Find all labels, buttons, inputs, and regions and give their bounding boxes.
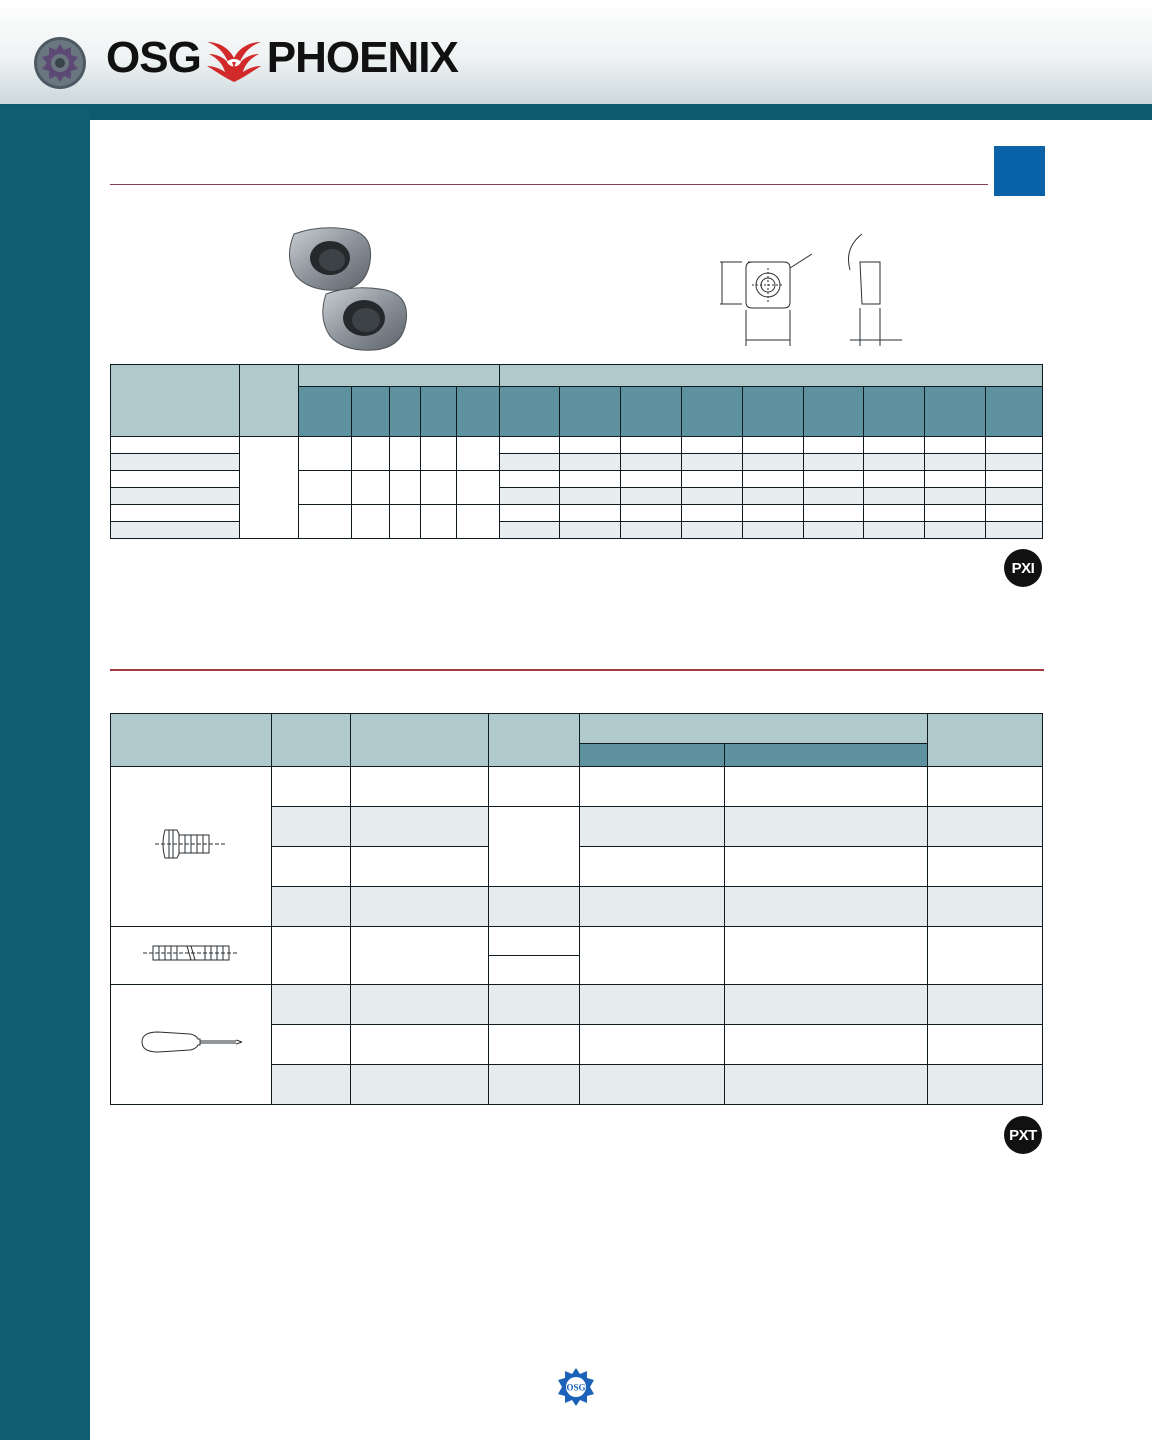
header-cell xyxy=(500,365,1043,387)
phoenix-mark-icon xyxy=(203,32,265,84)
header-cell xyxy=(621,387,682,437)
table-cell xyxy=(489,927,580,956)
table-cell xyxy=(272,887,351,927)
table-cell xyxy=(986,454,1043,471)
table-cell xyxy=(743,488,804,505)
table-cell xyxy=(351,807,489,847)
table-cell xyxy=(489,1065,580,1105)
table-cell xyxy=(500,454,560,471)
header-cell xyxy=(352,387,390,437)
inserts-table xyxy=(110,364,1043,539)
table-cell xyxy=(351,985,489,1025)
table-cell xyxy=(682,437,743,454)
table-cell xyxy=(928,847,1043,887)
footer-logo-text: OSG xyxy=(566,1382,586,1393)
table-cell xyxy=(560,437,621,454)
table-cell xyxy=(580,1065,725,1105)
table-cell xyxy=(864,505,925,522)
table-cell xyxy=(621,505,682,522)
table-cell xyxy=(986,522,1043,539)
table-cell xyxy=(351,767,489,807)
table-cell xyxy=(804,488,864,505)
table-cell xyxy=(925,454,986,471)
header-cell xyxy=(272,714,351,767)
table-cell xyxy=(925,471,986,488)
table-cell xyxy=(986,488,1043,505)
header-cell xyxy=(390,387,421,437)
table-cell xyxy=(111,454,240,471)
table-cell xyxy=(580,767,725,807)
table-cell xyxy=(928,807,1043,847)
table-cell xyxy=(272,1065,351,1105)
header-cell xyxy=(743,387,804,437)
table-cell xyxy=(489,767,580,807)
table-cell xyxy=(804,522,864,539)
header-cell xyxy=(725,744,928,767)
table-cell xyxy=(928,887,1043,927)
table-cell xyxy=(111,505,240,522)
table-cell xyxy=(111,767,272,927)
pxt-badge-label: PXT xyxy=(1009,1126,1037,1144)
table-cell xyxy=(928,767,1043,807)
header-cell xyxy=(986,387,1043,437)
table-cell xyxy=(580,807,725,847)
table-cell xyxy=(580,887,725,927)
table-cell xyxy=(111,985,272,1105)
table-row xyxy=(111,437,1043,454)
insert-photo xyxy=(282,218,422,358)
table-cell xyxy=(621,437,682,454)
pxi-badge-label: PXI xyxy=(1011,559,1035,577)
table-cell xyxy=(272,985,351,1025)
table-cell xyxy=(804,505,864,522)
section-rule-mid xyxy=(110,669,1044,671)
gear-logo-icon xyxy=(33,36,87,90)
table-cell xyxy=(272,847,351,887)
table-cell xyxy=(725,927,928,985)
table-cell xyxy=(928,1025,1043,1065)
table-cell xyxy=(272,927,351,985)
pxi-badge xyxy=(1004,549,1042,587)
table-cell xyxy=(560,471,621,488)
table-cell xyxy=(352,505,390,539)
table-cell xyxy=(457,505,500,539)
table-cell xyxy=(986,505,1043,522)
table-cell xyxy=(682,454,743,471)
table-cell xyxy=(725,887,928,927)
table-cell xyxy=(682,488,743,505)
table-cell xyxy=(560,505,621,522)
brand-logo xyxy=(106,30,458,86)
header-cell xyxy=(928,714,1043,767)
table-cell xyxy=(864,488,925,505)
section-rule-top xyxy=(110,184,988,185)
header-bar xyxy=(0,104,1152,120)
table-cell xyxy=(421,505,457,539)
table-cell xyxy=(743,522,804,539)
table-row xyxy=(111,927,1043,956)
table-cell xyxy=(804,454,864,471)
table-cell xyxy=(743,471,804,488)
table-cell xyxy=(299,471,352,505)
table-cell xyxy=(111,488,240,505)
table-cell xyxy=(111,437,240,454)
table-cell xyxy=(864,437,925,454)
table-cell xyxy=(986,471,1043,488)
table-cell xyxy=(500,522,560,539)
table-cell xyxy=(390,505,421,539)
table-cell xyxy=(299,505,352,539)
header-cell xyxy=(560,387,621,437)
header-cell xyxy=(299,365,500,387)
table-cell xyxy=(925,505,986,522)
table-cell xyxy=(351,927,489,985)
header-cell xyxy=(864,387,925,437)
parts-table xyxy=(110,713,1043,1105)
header-cell xyxy=(351,714,489,767)
table-cell xyxy=(986,437,1043,454)
table-cell xyxy=(580,927,725,985)
table-cell xyxy=(560,522,621,539)
header-cell xyxy=(240,365,299,437)
table-cell xyxy=(351,1065,489,1105)
table-cell xyxy=(421,471,457,505)
table-cell xyxy=(928,1065,1043,1105)
table-cell xyxy=(352,437,390,471)
table-cell xyxy=(580,1025,725,1065)
table-cell xyxy=(351,887,489,927)
header-cell xyxy=(925,387,986,437)
table-cell xyxy=(804,471,864,488)
table-cell xyxy=(621,471,682,488)
header-cell xyxy=(804,387,864,437)
table-cell xyxy=(864,522,925,539)
table-cell xyxy=(489,887,580,927)
table-cell xyxy=(352,471,390,505)
osg-footer-logo-icon xyxy=(556,1367,596,1407)
table-cell xyxy=(489,985,580,1025)
table-cell xyxy=(272,807,351,847)
table-cell xyxy=(111,522,240,539)
header-cell xyxy=(421,387,457,437)
table-cell xyxy=(743,454,804,471)
table-cell xyxy=(560,488,621,505)
pxt-badge xyxy=(1004,1116,1042,1154)
table-cell xyxy=(925,522,986,539)
table-row xyxy=(111,767,1043,807)
table-cell xyxy=(725,767,928,807)
screwdriver-icon xyxy=(136,1029,246,1055)
table-cell xyxy=(500,505,560,522)
table-cell xyxy=(743,505,804,522)
table-cell xyxy=(500,488,560,505)
table-cell xyxy=(457,437,500,471)
table-cell xyxy=(725,985,928,1025)
table-cell xyxy=(621,522,682,539)
table-cell xyxy=(489,807,580,887)
table-cell xyxy=(864,454,925,471)
insert-dimension-drawing xyxy=(712,228,912,350)
double-screw-icon xyxy=(143,940,239,966)
header-cell xyxy=(580,714,928,744)
table-cell xyxy=(421,437,457,471)
table-cell xyxy=(725,1065,928,1105)
header-cell xyxy=(111,714,272,767)
table-cell xyxy=(925,437,986,454)
header-cell xyxy=(457,387,500,437)
header-cell xyxy=(500,387,560,437)
table-cell xyxy=(489,956,580,985)
table-cell xyxy=(500,437,560,454)
table-cell xyxy=(272,1025,351,1065)
table-cell xyxy=(580,847,725,887)
clamp-screw-icon xyxy=(155,826,227,862)
table-cell xyxy=(925,488,986,505)
table-cell xyxy=(682,471,743,488)
table-cell xyxy=(351,847,489,887)
table-cell xyxy=(928,927,1043,985)
table-cell xyxy=(351,1025,489,1065)
header-cell xyxy=(580,744,725,767)
table-cell xyxy=(621,488,682,505)
table-cell xyxy=(560,454,621,471)
table-cell xyxy=(111,471,240,488)
table-cell xyxy=(111,927,272,985)
sidebar xyxy=(0,108,90,1440)
table-cell xyxy=(725,847,928,887)
table-row xyxy=(111,985,1043,1025)
header-cell xyxy=(682,387,743,437)
section-tab xyxy=(994,146,1045,196)
table-cell xyxy=(580,985,725,1025)
table-cell xyxy=(457,471,500,505)
table-cell xyxy=(682,505,743,522)
table-cell xyxy=(725,807,928,847)
table-cell xyxy=(390,471,421,505)
table-cell xyxy=(621,454,682,471)
table-cell xyxy=(682,522,743,539)
table-cell xyxy=(272,767,351,807)
table-cell xyxy=(489,1025,580,1065)
table-cell xyxy=(928,985,1043,1025)
header-cell xyxy=(489,714,580,767)
table-cell xyxy=(725,1025,928,1065)
table-cell xyxy=(390,437,421,471)
table-cell xyxy=(743,437,804,454)
table-cell xyxy=(864,471,925,488)
table-cell xyxy=(299,437,352,471)
table-cell xyxy=(240,437,299,539)
header-cell xyxy=(111,365,240,437)
header-cell xyxy=(299,387,352,437)
brand-right-text: PHOENIX xyxy=(266,33,458,82)
brand-left-text: OSG xyxy=(106,33,201,82)
table-cell xyxy=(500,471,560,488)
table-cell xyxy=(804,437,864,454)
